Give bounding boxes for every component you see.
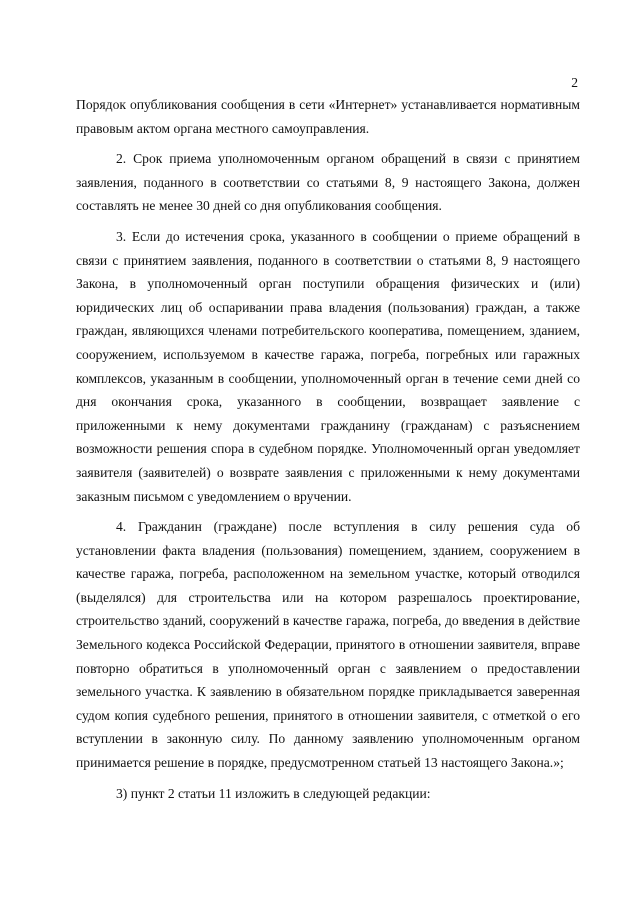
paragraph-item-3-objections: 3. Если до истечения срока, указанного в сообщении о приеме обращений в связи с принятием заявления, поданного в соответствии о статьями 8, 9 настоящего Закона, в уполномоченный орган поступили обращения физических и (или) юридических лиц об оспаривании права владения (пользования) граждан, а также граждан, являющихся членами потребительского кооператива, помещением, зданием, сооружением, используемом в качестве гаража, погреба, погребных или гаражных комплексов, указанным в сообщении, уполномоченный орган в течение семи дней со дня окончания срока, указанного в сообщении, возвращает заявление с приложенными к нему документами гражданину (гражданам) с разъяснением возможности решения спора в судебном порядке. Уполномоченный орган уведомляет заявителя (заявителей) о возврате заявления с приложенными к нему документами заказным письмом с уведомлением о вручении. [76,228,580,504]
paragraph-item-2-deadline: 2. Срок приема уполномоченным органом обращений в связи с принятием заявления, поданного в соответствии со статьями 8, 9 настоящего Закона, должен составлять не менее 30 дней со дня опубликования сообщения. [76,151,580,214]
paragraph-publication-order: Порядок опубликования сообщения в сети «Интернет» устанавливается нормативным правовым актом органа местного самоуправления. [76,97,580,136]
paragraph-amendment-article-11: 3) пункт 2 статьи 11 изложить в следующей редакции: [116,785,431,801]
document-body [76,93,580,812]
page-number: 2 [571,75,578,90]
paragraph-item-4-court-decision: 4. Гражданин (граждане) после вступления в силу решения суда об установлении факта владения (пользования) помещением, зданием, сооружением в качестве гаража, погреба, расположенном на земельном участке, который отводился (выделялся) для строительства или на котором разрешалось проектирование, строительство зданий, сооружений в качестве гаража, погреба, до введения в действие Земельного кодекса Российской Федерации, принятого в отношении заявителя, вправе повторно обратиться в уполномоченный орган с заявлением о предоставлении земельного участка. К заявлению в обязательном порядке прикладывается заверенная судом копия судебного решения, принятого в отношении заявителя, с отметкой о его вступлении в законную силу. По данному заявлению уполномоченным органом принимается решение в порядке, предусмотренном статьей 13 настоящего Закона.»; [76,519,580,771]
